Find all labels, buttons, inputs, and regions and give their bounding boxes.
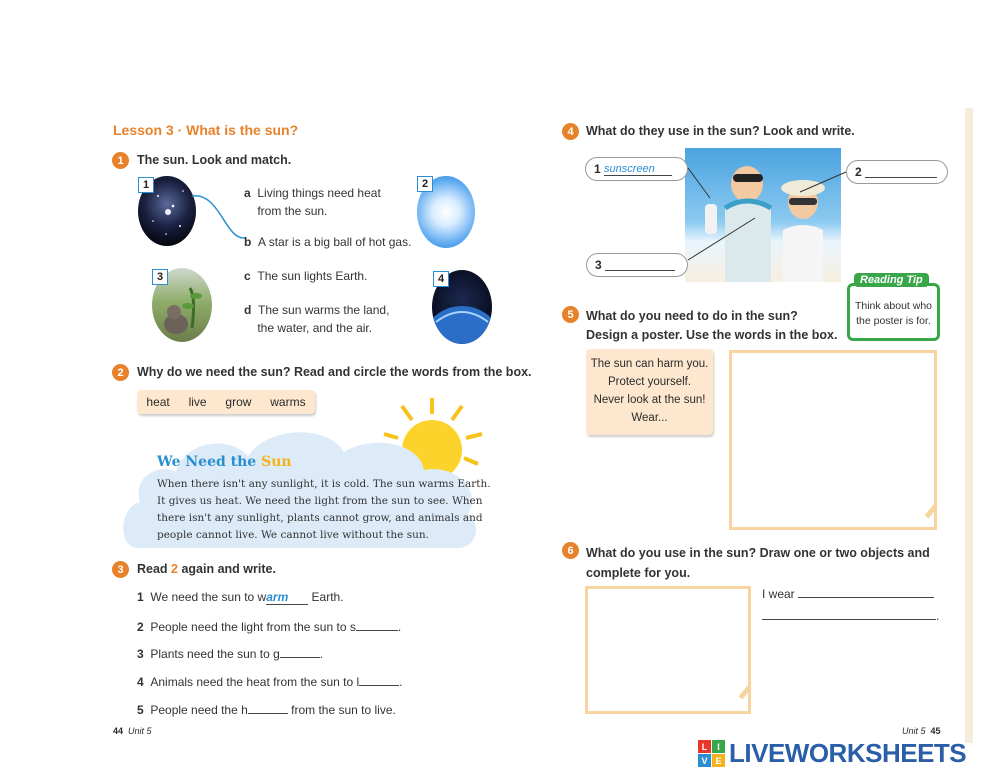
matching-line [190, 190, 250, 246]
exercise-3-item-2: 2 People need the light from the sun to s . [137, 620, 402, 634]
word-warms[interactable]: warms [270, 395, 306, 409]
reading-tip-box [847, 274, 940, 341]
i-wear-input[interactable] [798, 586, 934, 598]
page-edge [965, 108, 973, 743]
left-footer: 44 Unit 5 [113, 726, 152, 736]
lesson-title: Lesson 3 · What is the sun? [113, 122, 299, 138]
word-grow[interactable]: grow [225, 395, 252, 409]
sentence-c[interactable]: c The sun lights Earth. [244, 269, 368, 283]
object-drawing-area[interactable] [585, 586, 751, 714]
label-3-field[interactable]: 3 [586, 253, 688, 277]
exercise-3-item-4: 4 Animals need the heat from the sun to l . [137, 675, 403, 689]
sentence-b[interactable]: b A star is a big ball of hot gas. [244, 235, 412, 249]
story-title: We Need the Sun [157, 454, 292, 470]
exercise-3-item-5: 5 People need the h from the sun to live. [137, 703, 396, 717]
sentence-d[interactable]: d The sun warms the land, the water, and the air. [244, 303, 390, 335]
answer-input-2[interactable] [356, 618, 398, 631]
exercise-6-instruction: What do you use in the sun? Draw one or two objects and complete for you. [586, 546, 930, 580]
brand-name: LIVEWORKSHEETS [729, 738, 967, 768]
answer-input-4[interactable] [359, 673, 399, 686]
exercise-2-number: 2 [112, 364, 129, 381]
word-box [137, 390, 315, 414]
label-2-field[interactable]: 2 [846, 160, 948, 184]
answer-input-5[interactable] [248, 701, 288, 714]
answer-label-2[interactable] [865, 166, 937, 178]
exercise-3-item-3: 3 Plants need the sun to g . [137, 647, 324, 661]
answer-input-3[interactable] [280, 645, 320, 658]
reading-tip-title: Reading Tip [854, 273, 929, 287]
photo-tag-2: 2 [417, 176, 433, 192]
poster-word-box: The sun can harm you. Protect yourself. Never look at the sun! Wear... [586, 349, 713, 435]
i-wear-line: I wear [762, 586, 934, 601]
liveworksheets-logo [698, 738, 966, 769]
exercise-5-number: 5 [562, 306, 579, 323]
exercise-3-instruction: Read 2 again and write. [137, 562, 276, 576]
exercise-5-instruction: What do you need to do in the sun? Design a poster. Use the words in the box. [586, 309, 838, 342]
exercise-6-number: 6 [562, 542, 579, 559]
i-wear-line-2: . [762, 608, 939, 623]
right-footer: Unit 5 45 [902, 726, 941, 736]
i-wear-input-2[interactable] [762, 608, 936, 620]
answer-label-3[interactable] [605, 259, 675, 271]
reading-tip-text: Think about who the poster is for. [854, 300, 933, 327]
sentence-a[interactable]: a Living things need heat from the sun. [244, 186, 381, 218]
poster-drawing-area[interactable] [729, 350, 937, 530]
pointer-lines [680, 160, 850, 270]
word-heat[interactable]: heat [146, 395, 170, 409]
exercise-4-instruction: What do they use in the sun? Look and write. [586, 124, 855, 138]
exercise-1-number: 1 [112, 152, 129, 169]
exercise-2-instruction: Why do we need the sun? Read and circle the words from the box. [137, 365, 532, 379]
answer-label-1[interactable]: sunscreen [604, 163, 672, 176]
logo-blocks-icon: L I V E [698, 740, 725, 767]
story-text: When there isn't any sunlight, it is cold. The sun warms Earth. It gives us heat. We need the light from the sun to see. When there isn't any sunlight, plants cannot grow, and animals and people cannot live. We cannot live without the sun. [157, 478, 491, 541]
photo-tag-4: 4 [433, 271, 449, 287]
exercise-3-number: 3 [112, 561, 129, 578]
exercise-3-item-1: 1 We need the sun to warm Earth. [137, 590, 344, 604]
word-live[interactable]: live [188, 395, 207, 409]
exercise-1-instruction: The sun. Look and match. [137, 153, 292, 167]
photo-tag-1: 1 [138, 177, 154, 193]
exercise-4-number: 4 [562, 123, 579, 140]
answer-input-1[interactable]: arm [266, 590, 308, 605]
label-1-field[interactable]: 1 sunscreen [585, 157, 688, 181]
photo-tag-3: 3 [152, 269, 168, 285]
